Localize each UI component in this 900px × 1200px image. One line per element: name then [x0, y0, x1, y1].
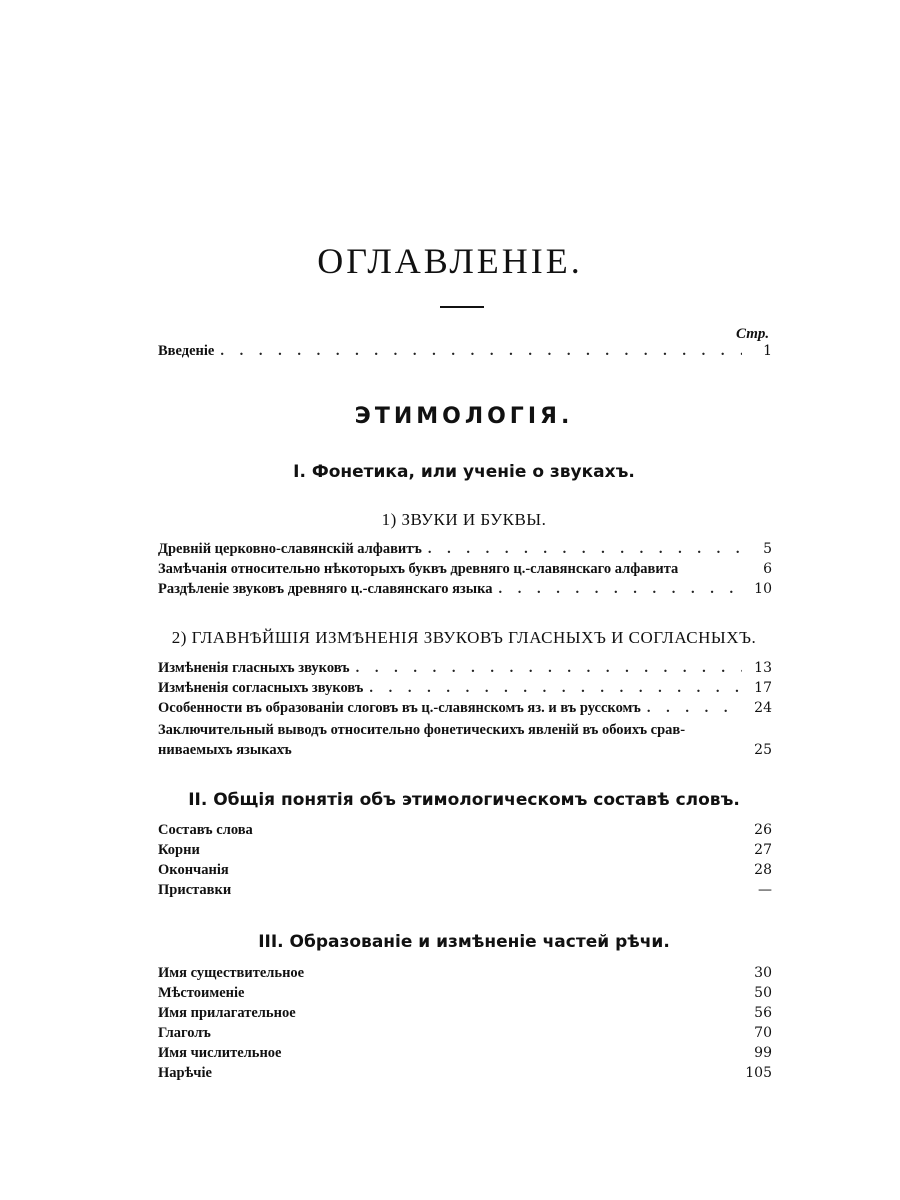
toc-entry-page: 26	[754, 822, 772, 838]
section-heading-2: II. Общiя понятiя объ этимологическомъ составѣ словъ.	[188, 790, 740, 810]
dot-leader	[369, 680, 742, 697]
toc-entry-text: Измѣненiя гласныхъ звуковъ	[158, 660, 350, 676]
toc-entry-page: 27	[754, 842, 772, 858]
toc-entry-text: Древнiй церковно-славянскiй алфавитъ	[158, 541, 422, 557]
toc-entry	[158, 1025, 772, 1045]
toc-entry	[158, 700, 772, 720]
toc-entry-text-line1: Заключительный выводъ относительно фонетическихъ явленiй въ обоихъ срав-	[158, 722, 686, 738]
dot-leader	[428, 541, 742, 558]
toc-entry	[158, 1045, 772, 1065]
toc-entry-text: Составъ слова	[158, 822, 253, 838]
toc-entry-text: Измѣненiя согласныхъ звуковъ	[158, 680, 364, 696]
toc-entry-page: 105	[745, 1065, 772, 1081]
toc-entry-text: Нарѣчiе	[158, 1065, 212, 1081]
subsection-heading-1: 1) ЗВУКИ И БУКВЫ.	[381, 510, 547, 529]
part-heading-etymology: ЭТИМОЛОГIЯ.	[354, 404, 574, 429]
toc-entry	[158, 882, 772, 902]
toc-entry-page: —	[758, 882, 772, 898]
toc-entry	[158, 561, 772, 581]
toc-entry-text: Введенiе	[158, 343, 215, 359]
toc-entry	[158, 1065, 772, 1085]
toc-entry	[158, 541, 772, 561]
dot-leader	[220, 343, 742, 360]
toc-entry	[158, 660, 772, 680]
toc-entry-page: 56	[754, 1005, 772, 1021]
toc-entry-text: Окончанiя	[158, 862, 229, 878]
toc-entry-text: Раздѣленiе звуковъ древняго ц.-славянскаго языка	[158, 581, 493, 597]
page-title: ОГЛАВЛЕНIЕ.	[317, 241, 583, 281]
toc-entry-page: 30	[754, 965, 772, 981]
toc-entry-text: Глаголъ	[158, 1025, 211, 1041]
toc-entry	[158, 842, 772, 862]
toc-entry-text-line2: ниваемыхъ языкахъ	[158, 742, 292, 758]
toc-entry	[158, 822, 772, 842]
toc-entry-text: Замѣчанiя относительно нѣкоторыхъ буквъ древняго ц.-славянскаго алфавита	[158, 561, 679, 577]
toc-entry-text: Мѣстоименiе	[158, 985, 245, 1001]
toc-entry-text: Имя числительное	[158, 1045, 282, 1061]
toc-entry-page: 24	[754, 700, 772, 716]
toc-entry-intro	[158, 343, 772, 363]
dot-leader	[647, 700, 742, 717]
toc-entry	[158, 680, 772, 700]
toc-entry-text: Корни	[158, 842, 200, 858]
section-heading-3: III. Образованiе и измѣненiе частей рѣчи.	[258, 932, 670, 952]
toc-entry-page: 5	[763, 541, 772, 557]
toc-entry-page: 10	[754, 581, 772, 597]
toc-entry-page: 99	[754, 1045, 772, 1061]
title-divider	[440, 306, 484, 308]
toc-entry	[158, 862, 772, 882]
toc-entry-page: 17	[754, 680, 772, 696]
toc-entry-page: 1	[763, 343, 772, 359]
toc-entry-text: Особенности въ образованiи слоговъ въ ц.-славянскомъ яз. и въ русскомъ	[158, 700, 641, 716]
toc-entry-text: Имя существительное	[158, 965, 305, 981]
toc-entry	[158, 985, 772, 1005]
toc-entry	[158, 1005, 772, 1025]
toc-entry-page: 13	[754, 660, 772, 676]
toc-entry-page: 70	[754, 1025, 772, 1041]
toc-entry-page: 6	[763, 561, 772, 577]
dot-leader	[498, 581, 742, 598]
dot-leader	[356, 660, 742, 677]
toc-entry-wrapped	[158, 720, 772, 760]
section-heading-1: I. Фонетика, или ученiе о звукахъ.	[293, 462, 635, 482]
page-column-header: Стр.	[736, 326, 770, 342]
toc-entry-text: Приставки	[158, 882, 232, 898]
toc-entry	[158, 581, 772, 601]
toc-entry-page: 28	[754, 862, 772, 878]
toc-entry-page: 50	[754, 985, 772, 1001]
toc-entry	[158, 965, 772, 985]
subsection-heading-2: 2) ГЛАВНѢЙШIЯ ИЗМѢНЕНIЯ ЗВУКОВЪ ГЛАСНЫХЪ И СОГЛАСНЫХЪ.	[171, 628, 757, 647]
toc-entry-page: 25	[754, 742, 772, 758]
toc-entry-text: Имя прилагательное	[158, 1005, 296, 1021]
